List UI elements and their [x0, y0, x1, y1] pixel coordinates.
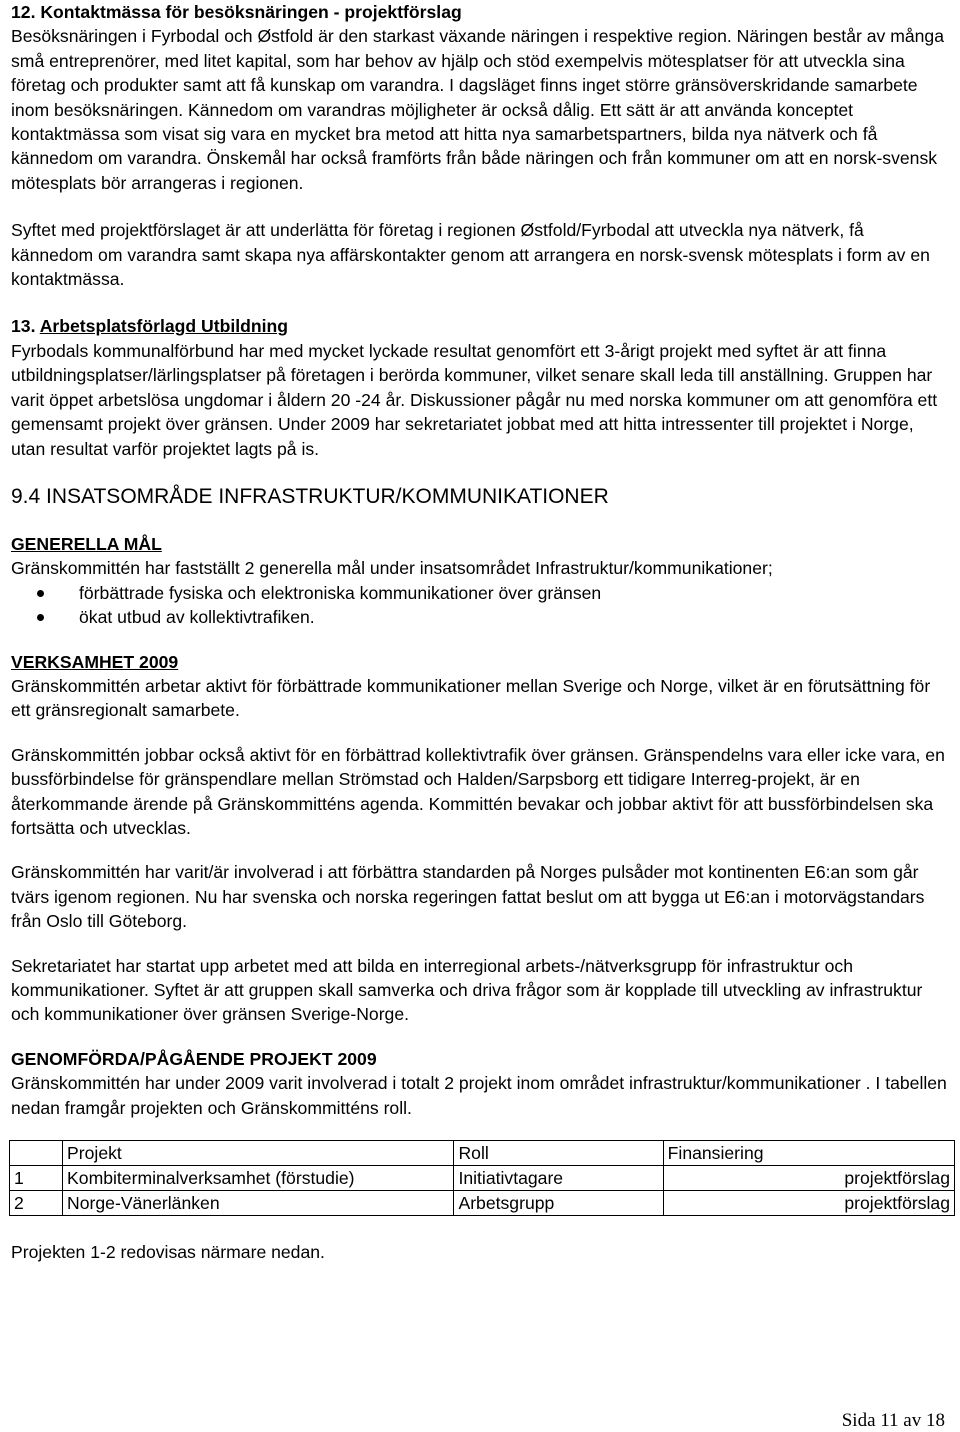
section-12-paragraph-2: Syftet med projektförslaget är att underlätta för företag i regionen Østfold/Fyrbodal att utveckla nya nätverk, få kännedom om varandra samt skapa nya affärskontakter genom att arrangera en norsk-svensk mötesplats i form av en kontaktmässa.	[11, 220, 930, 290]
activity-paragraph-4: Sekretariatet har startat upp arbetet med att bilda en interregional arbets-/nätverksgrupp för infrastruktur och kommunikationer. Syftet är att gruppen skall samverka och driva frågor som är kopplade till utveckling av infrastruktur och kommunikationer över gränsen Sverige-Norge.	[11, 955, 923, 1025]
activity-paragraph-1: Gränskommittén arbetar aktivt för förbättrade kommunikationer mellan Sverige och Norge, vilket är en förutsättning för ett gränsregionalt samarbete.	[11, 675, 931, 721]
goal-item	[11, 581, 949, 605]
goal-text: ökat utbud av kollektivtrafiken.	[79, 607, 315, 628]
section-9-4-heading: 9.4 INSATSOMRÅDE INFRASTRUKTUR/KOMMUNIKATIONER	[11, 484, 609, 508]
goal-text: förbättrade fysiska och elektroniska kommunikationer över gränsen	[79, 582, 602, 603]
table-cell: projektförslag	[663, 1166, 954, 1191]
table-header-cell: Finansiering	[663, 1141, 954, 1166]
table-row	[10, 1166, 955, 1191]
section-13-title: Arbetsplatsförlagd Utbildning	[39, 316, 288, 337]
goals-list	[11, 581, 949, 630]
activity-paragraph-2: Gränskommittén jobbar också aktivt för en förbättrad kollektivtrafik över gränsen. Gränspendelns vara eller icke vara, en bussförbindelse för gränspendlare mellan Strömstad och Halden/Sarpsborg ett tidigare Interreg-projekt, är en återkommande ärende på Gränskommitténs agenda. Kommittén bevakar och jobbar aktivt för att bussförbindelsen ska fortsätta och utvecklas.	[11, 744, 945, 838]
goals-heading: GENERELLA MÅL	[11, 533, 162, 554]
table-cell: Arbetsgrupp	[454, 1191, 663, 1216]
table-header-cell: Roll	[454, 1141, 663, 1166]
goal-item	[11, 605, 949, 629]
table-header-cell	[10, 1141, 63, 1166]
projects-intro: Gränskommittén har under 2009 varit involverad i totalt 2 projekt inom området infrastruktur/kommunikationer . I tabellen nedan framgår projekten och Gränskommitténs roll.	[11, 1073, 947, 1118]
table-row	[10, 1191, 955, 1216]
page-number: Sida 11 av 18	[841, 1410, 945, 1431]
projects-heading: GENOMFÖRDA/PÅGÅENDE PROJEKT 2009	[11, 1048, 377, 1069]
table-cell: 1	[10, 1166, 63, 1191]
section-13-heading	[11, 314, 949, 338]
section-12-heading: 12. Kontaktmässa för besöksnäringen - projektförslag	[11, 2, 462, 22]
table-cell: Norge-Vänerlänken	[63, 1191, 454, 1216]
projects-table	[9, 1140, 955, 1216]
table-header-cell: Projekt	[63, 1141, 454, 1166]
document-page	[11, 0, 949, 1264]
table-cell: 2	[10, 1191, 63, 1216]
bullet-icon	[37, 590, 44, 597]
section-12-paragraph-1: Besöksnäringen i Fyrbodal och Østfold är den starkast växande näringen i respektive region. Näringen består av många små entreprenörer, med litet kapital, som har behov av hjälp och stöd exempelvis mötesplatser för att utveckla sina företag och produkter samt att få kunskap om varandra. I dagsläget finns inget större gränsöverskridande samarbete inom besöksnäringen. Kännedom om varandras möjligheter är också dålig. Ett sätt är att använda konceptet kontaktmässa som visat sig vara en mycket bra metod att hitta nya samarbetspartners, bilda nya nätverk och få kännedom om varandra. Önskemål har också framförts från både näringen och från kommuner om att en norsk-svensk mötesplats bör arrangeras i regionen.	[11, 26, 944, 193]
section-13-number: 13.	[11, 316, 36, 337]
table-cell: projektförslag	[663, 1191, 954, 1216]
table-cell: Initiativtagare	[454, 1166, 663, 1191]
activity-heading: VERKSAMHET 2009	[11, 651, 179, 672]
goals-intro: Gränskommittén har fastställt 2 generella mål under insatsområdet Infrastruktur/kommunikationer;	[11, 558, 773, 579]
closing-text: Projekten 1-2 redovisas närmare nedan.	[11, 1242, 325, 1263]
bullet-icon	[37, 614, 44, 621]
table-header-row	[10, 1141, 955, 1166]
section-13-paragraph: Fyrbodals kommunalförbund har med mycket lyckade resultat genomfört ett 3-årigt projekt med syftet är att finna utbildningsplatser/lärlingsplatser på företagen i berörda kommuner, vilket senare skall leda till anställning. Gruppen har varit öppet arbetslösa ungdomar i åldern 20 -24 år. Diskussioner pågår nu med norska kommuner om att genomföra ett gemensamt projekt över gränsen. Under 2009 har sekretariatet jobbat med att hitta intressenter till projektet i Norge, utan resultat varför projektet lagts på is.	[11, 340, 938, 459]
activity-paragraph-3: Gränskommittén har varit/är involverad i att förbättra standarden på Norges pulsåder mot kontinenten E6:an som går tvärs igenom regionen. Nu har svenska och norska regeringen fattat beslut om att bygga ut E6:an i motorvägstandars från Oslo till Göteborg.	[11, 862, 925, 932]
table-cell: Kombiterminalverksamhet (förstudie)	[63, 1166, 454, 1191]
